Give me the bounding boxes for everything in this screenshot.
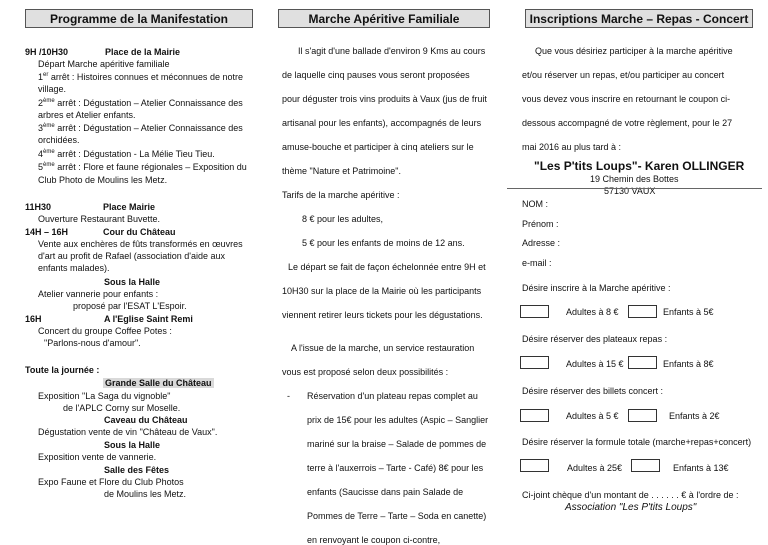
- paragraph-line: thème "Nature et Patrimoine".: [282, 166, 401, 176]
- intro-line: et/ou réserver un repas, et/ou participer au concert: [522, 70, 725, 80]
- place-label: Grande Salle du Château: [105, 378, 212, 388]
- paragraph-line: 10H30 sur la place de la Mairie où les participants: [282, 286, 482, 296]
- intro-line: Que vous désiriez participer à la marche apéritive: [535, 46, 733, 56]
- cut-line: [507, 188, 762, 189]
- intro-line: dessous accompagné de votre règlement, pour le 27: [522, 118, 733, 128]
- stop-line: 2ème arrêt : Dégustation – Atelier Connaissance des: [38, 98, 243, 108]
- program-line: enfants malades).: [38, 263, 110, 273]
- place-label: Sous la Halle: [104, 277, 161, 287]
- address-city: 57130 VAUX: [604, 186, 656, 196]
- price-label: Adultes à 8 €: [566, 307, 619, 317]
- price-label: Enfants à 13€: [673, 463, 729, 473]
- form-label-email: e-mail :: [522, 258, 552, 268]
- option-line: prix de 15€ pour les adultes (Aspic – Sanglier: [307, 415, 489, 425]
- option-line: en renvoyant le coupon ci-contre,: [307, 535, 441, 545]
- program-line: Vente aux enchères de fûts transformés en œuvres: [38, 239, 243, 249]
- program-line: Exposition vente de vannerie.: [38, 452, 157, 462]
- price-label: Enfants à 2€: [669, 411, 720, 421]
- address-name: "Les P'tits Loups"- Karen OLLINGER: [534, 159, 745, 173]
- paragraph-line: amuse-bouche et participer à cinq ateliers sur le: [282, 142, 474, 152]
- place-label: Cour du Château: [103, 227, 176, 237]
- program-line: de l'APLC Corny sur Moselle.: [63, 403, 181, 413]
- adult-quantity-box[interactable]: [520, 305, 549, 318]
- program-line: Concert du groupe Coffee Potes :: [38, 326, 172, 336]
- section-title: Toute la journée :: [25, 365, 100, 375]
- inscriptions-header: Inscriptions Marche – Repas - Concert: [525, 9, 753, 28]
- paragraph-line: vous est proposé selon deux possibilités :: [282, 367, 449, 377]
- tarif-line: 5 € pour les enfants de moins de 12 ans.: [302, 238, 465, 248]
- place-label: Salle des Fêtes: [104, 465, 170, 475]
- program-line: proposé par l'ESAT L'Espoir.: [73, 301, 187, 311]
- program-line: Départ Marche apéritive familiale: [38, 59, 170, 69]
- child-quantity-box[interactable]: [628, 305, 657, 318]
- section-label: Désire inscrire à la Marche apéritive :: [522, 283, 671, 293]
- option-line: terre à l'auxerrois – Tarte - Café) 8€ pour les: [307, 463, 484, 473]
- tarif-line: 8 € pour les adultes,: [302, 214, 384, 224]
- paragraph-line: A l'issue de la marche, un service restauration: [291, 343, 475, 353]
- paragraph-line: Le départ se fait de façon échelonnée entre 9H et: [288, 262, 486, 272]
- marche-header: Marche Apéritive Familiale: [278, 9, 490, 28]
- option-line: mariné sur la braise – Salade de pommes de: [307, 439, 487, 449]
- cheque-line: Ci-joint chèque d'un montant de . . . . . . € à l'ordre de :: [522, 490, 739, 500]
- place-label: Place de la Mairie: [105, 47, 181, 57]
- option-line: Réservation d'un plateau repas complet au: [307, 391, 478, 401]
- intro-line: mai 2016 au plus tard à :: [522, 142, 622, 152]
- stop-line: 5ème arrêt : Flore et faune régionales – Exposition du: [38, 162, 247, 172]
- intro-line: vous devez vous inscrire en retournant le coupon ci-: [522, 94, 731, 104]
- program-line: orchidées.: [38, 135, 80, 145]
- programme-header: Programme de la Manifestation: [25, 9, 253, 28]
- price-label: Enfants à 5€: [663, 307, 714, 317]
- program-line: "Parlons-nous d'amour".: [44, 338, 141, 348]
- place-label: A l'Eglise Saint Remi: [104, 314, 193, 324]
- adult-quantity-box[interactable]: [520, 459, 549, 472]
- place-label: Place Mairie: [103, 202, 156, 212]
- address-street: 19 Chemin des Bottes: [590, 174, 679, 184]
- option-line: Pommes de Terre – Tarte – Soda en canette): [307, 511, 487, 521]
- time-label: 16H: [25, 314, 42, 324]
- program-line: Exposition "La Saga du vignoble": [38, 391, 171, 401]
- price-label: Enfants à 8€: [663, 359, 714, 369]
- paragraph-line: pour déguster trois vins produits à Vaux (jus de fruit: [282, 94, 487, 104]
- program-line: arbres et Atelier enfants.: [38, 110, 136, 120]
- adult-quantity-box[interactable]: [520, 356, 549, 369]
- adult-quantity-box[interactable]: [520, 409, 549, 422]
- paragraph-line: Il s'agit d'une ballade d'environ 9 Kms au cours: [298, 46, 486, 56]
- program-line: d'art au profit de Rafael (association d'aide aux: [38, 251, 226, 261]
- price-label: Adultes à 25€: [567, 463, 623, 473]
- paragraph-line: de laquelle cinq pauses vous seront proposées: [282, 70, 470, 80]
- section-label: Désire réserver la formule totale (marche+repas+concert): [522, 437, 752, 447]
- association-name: Association "Les P'tits Loups": [565, 502, 697, 513]
- place-label: Caveau du Château: [104, 415, 188, 425]
- program-line: Ouverture Restaurant Buvette.: [38, 214, 161, 224]
- stop-line: 3ème arrêt : Dégustation – Atelier Connaissance des: [38, 123, 243, 133]
- form-label-prenom: Prénom :: [522, 219, 559, 229]
- program-line: Atelier vannerie pour enfants :: [38, 289, 159, 299]
- stop-line: 4ème arrêt : Dégustation - La Mélie Tieu Tieu.: [38, 149, 215, 159]
- place-label: Sous la Halle: [104, 440, 161, 450]
- program-line: Club Photo de Moulins les Metz.: [38, 175, 168, 185]
- tarifs-label: Tarifs de la marche apéritive :: [282, 190, 400, 200]
- program-line: village.: [38, 84, 67, 94]
- form-label-nom: NOM :: [522, 199, 548, 209]
- bullet-dash: -: [287, 391, 290, 401]
- price-label: Adultes à 15 €: [566, 359, 624, 369]
- program-line: Dégustation vente de vin "Château de Vaux".: [38, 427, 218, 437]
- child-quantity-box[interactable]: [628, 356, 657, 369]
- time-label: 11H30: [25, 202, 52, 212]
- section-label: Désire réserver des plateaux repas :: [522, 334, 668, 344]
- price-label: Adultes à 5 €: [566, 411, 619, 421]
- form-label-adresse: Adresse :: [522, 238, 561, 248]
- time-label: 9H /10H30: [25, 47, 69, 57]
- program-line: Expo Faune et Flore du Club Photos: [38, 477, 184, 487]
- program-line: de Moulins les Metz.: [104, 489, 187, 499]
- section-label: Désire réserver des billets concert :: [522, 386, 664, 396]
- option-line: enfants (Saucisse dans pain Salade de: [307, 487, 464, 497]
- time-label: 14H – 16H: [25, 227, 69, 237]
- stop-line: 1er arrêt : Histoires connues et méconnues de notre: [38, 72, 243, 82]
- paragraph-line: viennent retirer leurs tickets pour les dégustations.: [282, 310, 483, 320]
- child-quantity-box[interactable]: [631, 459, 660, 472]
- paragraph-line: artisanal pour les enfants), accompagnés de leurs: [282, 118, 482, 128]
- child-quantity-box[interactable]: [628, 409, 657, 422]
